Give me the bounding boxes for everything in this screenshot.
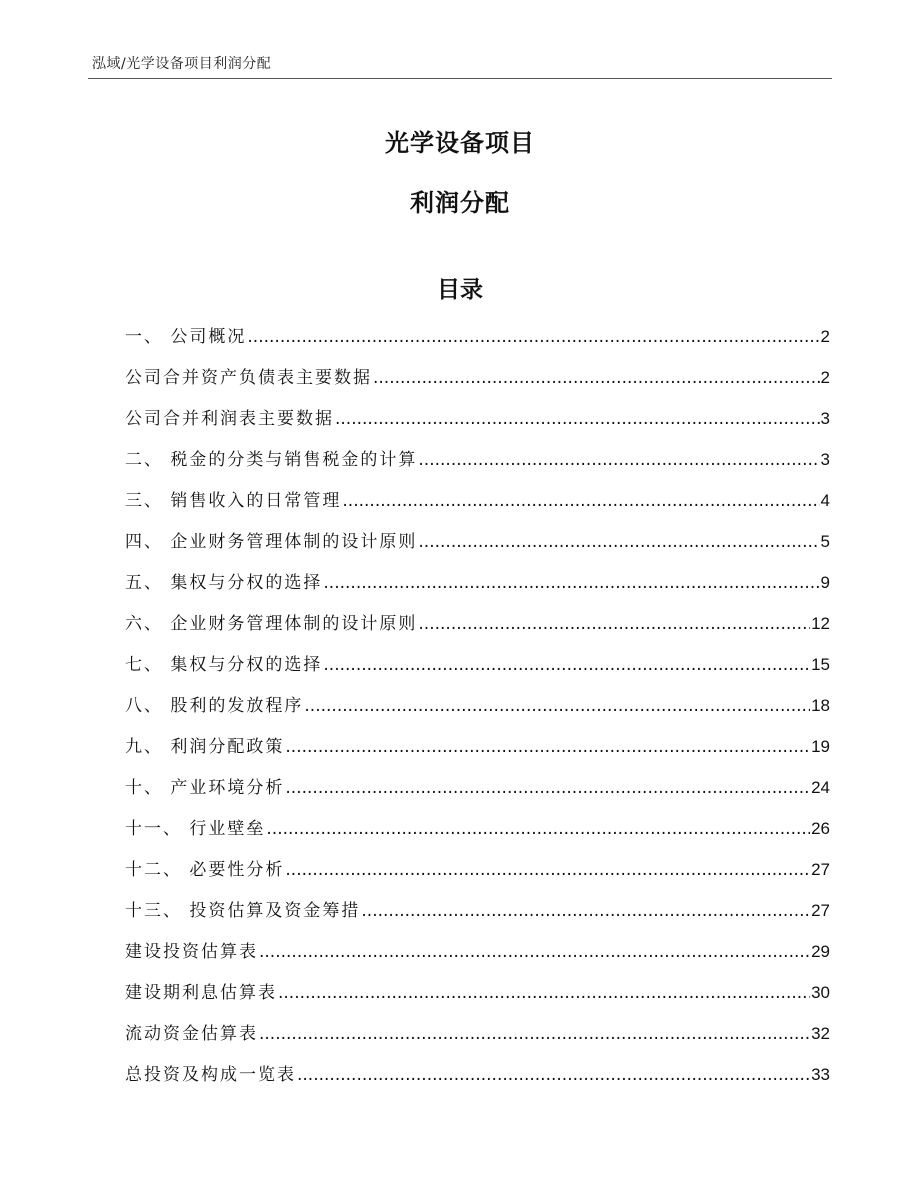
- toc-entry-label: 十二、 必要性分析: [125, 860, 285, 880]
- toc-dot-leader: [278, 976, 810, 1010]
- toc-entry-label: 四、 企业财务管理体制的设计原则: [125, 532, 418, 552]
- toc-entry[interactable]: [125, 361, 830, 402]
- toc-entry[interactable]: [125, 689, 830, 730]
- toc-entry-page: 33: [811, 1065, 830, 1084]
- toc-entry[interactable]: [125, 935, 830, 976]
- toc-dot-leader: [259, 1017, 810, 1051]
- toc-entry-page: 9: [820, 573, 830, 592]
- document-title-line-2: 利润分配: [410, 189, 510, 217]
- toc-entry-page: 19: [811, 737, 830, 756]
- toc-entry-page: 2: [820, 327, 830, 346]
- toc-dot-leader: [304, 689, 810, 723]
- toc-dot-leader: [285, 771, 810, 805]
- toc-entry[interactable]: [125, 894, 830, 935]
- toc-entry-label: 八、 股利的发放程序: [125, 696, 304, 716]
- toc-entry-label: 总投资及构成一览表: [125, 1065, 296, 1085]
- toc-entry-label: 公司合并资产负债表主要数据: [125, 368, 372, 388]
- toc-entry-label: 五、 集权与分权的选择: [125, 573, 323, 593]
- toc-entry[interactable]: [125, 648, 830, 689]
- toc-dot-leader: [342, 484, 819, 518]
- toc-heading: 目录: [437, 277, 483, 303]
- toc-entry[interactable]: [125, 812, 830, 853]
- toc-entry-label: 一、 公司概况: [125, 327, 247, 347]
- toc-dot-leader: [266, 812, 810, 846]
- toc-entry[interactable]: [125, 976, 830, 1017]
- toc-dot-leader: [373, 361, 820, 395]
- toc-entry-page: 2: [820, 368, 830, 387]
- toc-entry-page: 32: [811, 1024, 830, 1043]
- toc-entry[interactable]: [125, 443, 830, 484]
- toc-entry-label: 建设投资估算表: [125, 942, 258, 962]
- toc-entry-page: 27: [811, 860, 830, 879]
- toc-entry-label: 二、 税金的分类与销售税金的计算: [125, 450, 418, 470]
- toc-entry[interactable]: [125, 853, 830, 894]
- toc-entry-page: 29: [811, 942, 830, 961]
- toc-dot-leader: [361, 894, 810, 928]
- toc-entry[interactable]: [125, 1017, 830, 1058]
- toc-entry-label: 建设期利息估算表: [125, 983, 277, 1003]
- toc-entry-page: 3: [820, 409, 830, 428]
- toc-dot-leader: [247, 320, 819, 354]
- toc-dot-leader: [297, 1058, 810, 1092]
- toc-dot-leader: [418, 607, 810, 641]
- toc-entry-page: 24: [811, 778, 830, 797]
- toc-entry-page: 27: [811, 901, 830, 920]
- document-title-line-1: 光学设备项目: [385, 129, 535, 157]
- toc-dot-leader: [323, 648, 810, 682]
- toc-entry-page: 4: [820, 491, 830, 510]
- toc-entry-label: 九、 利润分配政策: [125, 737, 285, 757]
- toc-entry-page: 26: [811, 819, 830, 838]
- toc-dot-leader: [418, 525, 819, 559]
- toc-entry-page: 3: [820, 450, 830, 469]
- toc-entry[interactable]: [125, 402, 830, 443]
- toc-entry-page: 12: [811, 614, 830, 633]
- toc-dot-leader: [335, 402, 820, 436]
- toc-dot-leader: [285, 853, 810, 887]
- toc-dot-leader: [285, 730, 810, 764]
- running-header: 泓域/光学设备项目利润分配: [92, 56, 272, 72]
- toc-entry[interactable]: [125, 566, 830, 607]
- toc-entry-label: 三、 销售收入的日常管理: [125, 491, 342, 511]
- toc-entry-label: 七、 集权与分权的选择: [125, 655, 323, 675]
- toc-entry[interactable]: [125, 1058, 830, 1099]
- toc-entry-label: 流动资金估算表: [125, 1024, 258, 1044]
- toc-entry-label: 十三、 投资估算及资金筹措: [125, 901, 361, 921]
- toc-entry-page: 18: [811, 696, 830, 715]
- table-of-contents: [125, 320, 830, 1099]
- toc-entry-label: 公司合并利润表主要数据: [125, 409, 334, 429]
- toc-entry[interactable]: [125, 771, 830, 812]
- toc-entry-page: 30: [811, 983, 830, 1002]
- toc-entry-page: 15: [811, 655, 830, 674]
- toc-entry-label: 六、 企业财务管理体制的设计原则: [125, 614, 418, 634]
- toc-entry[interactable]: [125, 607, 830, 648]
- toc-entry[interactable]: [125, 484, 830, 525]
- toc-entry[interactable]: [125, 525, 830, 566]
- toc-entry[interactable]: [125, 320, 830, 361]
- toc-entry-page: 5: [820, 532, 830, 551]
- toc-entry-label: 十、 产业环境分析: [125, 778, 285, 798]
- toc-entry[interactable]: [125, 730, 830, 771]
- toc-dot-leader: [323, 566, 819, 600]
- header-divider: [88, 78, 832, 79]
- toc-dot-leader: [418, 443, 819, 477]
- toc-entry-label: 十一、 行业壁垒: [125, 819, 266, 839]
- toc-dot-leader: [259, 935, 810, 969]
